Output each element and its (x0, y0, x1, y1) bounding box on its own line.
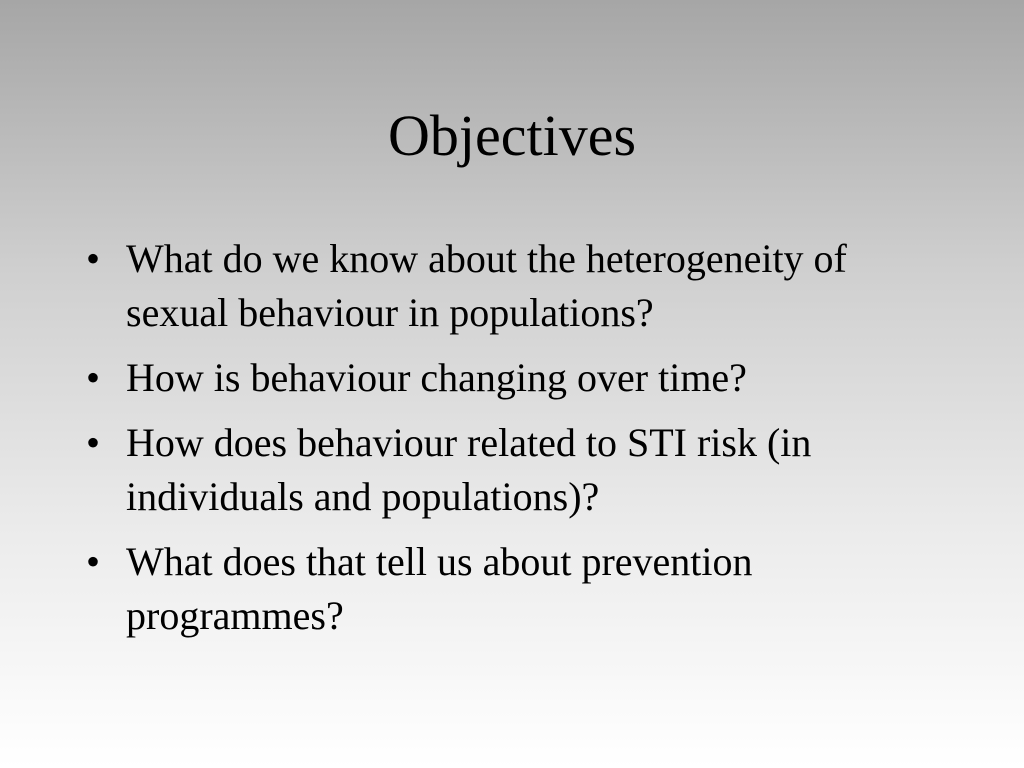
bullet-item (86, 232, 946, 340)
bullet-item (86, 416, 946, 524)
bullet-dot-icon: • (86, 355, 101, 400)
bullet-dot-icon: • (86, 539, 101, 584)
bullet-text: How does behaviour related to STI risk (in individuals and populations)? (126, 420, 812, 519)
bullet-item (86, 535, 946, 643)
bullet-item (86, 351, 946, 405)
slide-title: Objectives (387, 103, 637, 168)
bullet-dot-icon: • (86, 420, 101, 465)
bullet-dot-icon: • (86, 236, 101, 281)
bullet-text: How is behaviour changing over time? (126, 355, 747, 400)
bullet-list (86, 232, 946, 654)
bullet-text: What does that tell us about prevention programmes? (126, 539, 753, 638)
bullet-text: What do we know about the heterogeneity of sexual behaviour in populations? (126, 236, 847, 335)
